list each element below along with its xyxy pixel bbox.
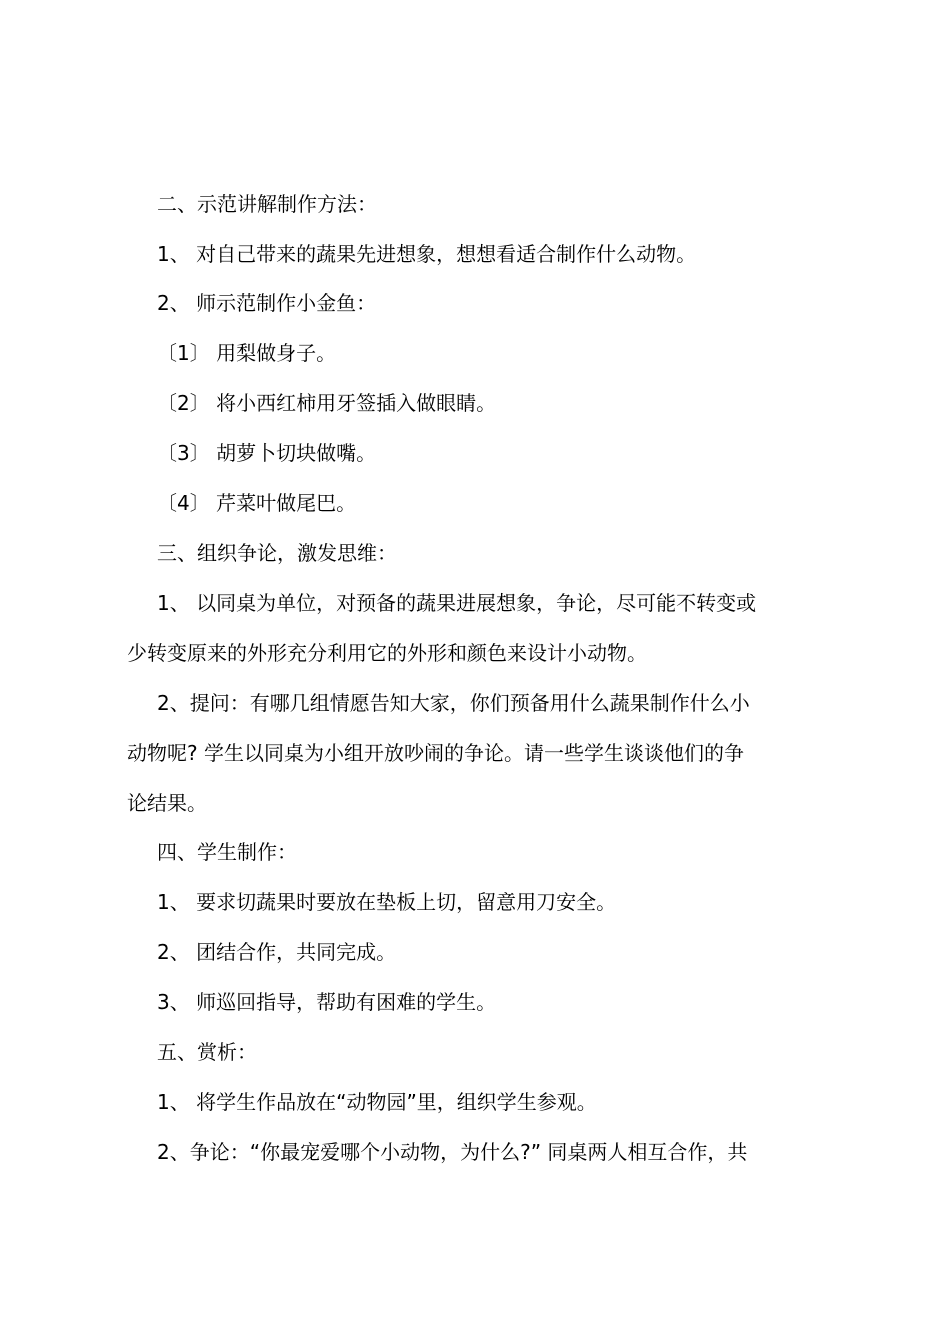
section-heading-4: 四、学生制作：	[157, 840, 297, 864]
list-item: 3、 师巡回指导，帮助有困难的学生。	[157, 990, 497, 1014]
section-heading-2: 二、示范讲解制作方法：	[157, 192, 377, 216]
sub-list-item: 〔2〕 将小西红柿用牙签插入做眼睛。	[157, 391, 497, 415]
paragraph-line: 2、争论：“你最宠爱哪个小动物，为什么?” 同桌两人相互合作，共	[157, 1140, 748, 1164]
list-item: 1、 将学生作品放在“动物园”里，组织学生参观。	[157, 1090, 597, 1114]
list-item: 2、 团结合作，共同完成。	[157, 940, 397, 964]
sub-list-item: 〔4〕 芹菜叶做尾巴。	[157, 491, 357, 515]
paragraph-line: 动物呢? 学生以同桌为小组开放吵闹的争论。请一些学生谈谈他们的争	[127, 741, 744, 765]
sub-list-item: 〔1〕 用梨做身子。	[157, 341, 337, 365]
sub-list-item: 〔3〕 胡萝卜切块做嘴。	[157, 441, 377, 465]
section-heading-3: 三、组织争论，激发思维：	[157, 541, 397, 565]
paragraph-line: 少转变原来的外形充分利用它的外形和颜色来设计小动物。	[127, 641, 647, 665]
paragraph-line: 1、 以同桌为单位，对预备的蔬果进展想象，争论，尽可能不转变或	[157, 591, 757, 615]
list-item: 2、 师示范制作小金鱼：	[157, 291, 377, 315]
paragraph-line: 论结果。	[127, 791, 207, 815]
list-item: 1、 要求切蔬果时要放在垫板上切，留意用刀安全。	[157, 890, 617, 914]
list-item: 1、 对自己带来的蔬果先进想象，想想看适合制作什么动物。	[157, 242, 697, 266]
paragraph-line: 2、提问：有哪几组情愿告知大家，你们预备用什么蔬果制作什么小	[157, 691, 750, 715]
section-heading-5: 五、赏析：	[157, 1040, 257, 1064]
